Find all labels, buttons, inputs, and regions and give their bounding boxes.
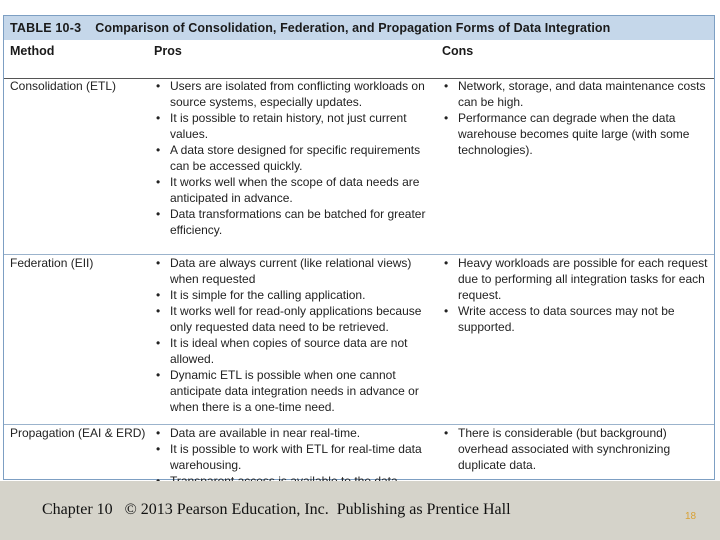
table-number: TABLE 10-3 bbox=[10, 21, 82, 35]
list-item: • Heavy workloads are possible for each request due to performing all integration tasks for each request. bbox=[444, 256, 708, 302]
bullet-icon: • bbox=[444, 426, 449, 440]
bullet-icon: • bbox=[156, 256, 161, 270]
bullet-icon: • bbox=[156, 175, 161, 189]
list-item: • Data are available in near real-time. bbox=[156, 426, 361, 440]
table-header-row bbox=[4, 40, 714, 79]
bullet-icon: • bbox=[444, 111, 449, 125]
list-item: • Data are always current (like relational views) when requested bbox=[156, 256, 412, 286]
bullet-icon: • bbox=[156, 288, 161, 302]
list-item: • Write access to data sources may not be supported. bbox=[444, 304, 675, 334]
pros-cell bbox=[156, 255, 426, 415]
list-item: • It is possible to retain history, not just current values. bbox=[156, 111, 407, 141]
method-cell: Federation (EII) bbox=[10, 256, 94, 270]
bullet-icon: • bbox=[156, 111, 161, 125]
footer-caption: Chapter 10 © 2013 Pearson Education, Inc. Publishing as Prentice Hall bbox=[42, 501, 511, 518]
table-row bbox=[4, 78, 714, 254]
bullet-icon: • bbox=[156, 304, 161, 318]
bullet-icon: • bbox=[156, 79, 161, 93]
list-item: • Users are isolated from conflicting workloads on source systems, especially updates. bbox=[156, 79, 425, 109]
method-cell: Propagation (EAI & ERD) bbox=[10, 426, 146, 440]
slide-footer bbox=[0, 481, 720, 540]
method-cell: Consolidation (ETL) bbox=[10, 79, 117, 93]
table-title-bar bbox=[4, 16, 714, 40]
table-row bbox=[4, 254, 714, 424]
list-item: • It works well for read-only applications because only requested data need to be retrieved. bbox=[156, 304, 422, 334]
list-item: • It works well when the scope of data needs are anticipated in advance. bbox=[156, 175, 420, 205]
cons-cell bbox=[444, 425, 714, 473]
list-item: • Network, storage, and data maintenance costs can be high. bbox=[444, 79, 706, 109]
page-number: 18 bbox=[685, 511, 697, 522]
list-item: • It is simple for the calling application. bbox=[156, 288, 366, 302]
bullet-icon: • bbox=[156, 426, 161, 440]
list-item: • It is ideal when copies of source data are not allowed. bbox=[156, 336, 408, 366]
cons-cell bbox=[444, 78, 714, 158]
bullet-icon: • bbox=[156, 143, 161, 157]
header-cons: Cons bbox=[442, 44, 474, 58]
bullet-icon: • bbox=[156, 207, 161, 221]
list-item: • It is possible to work with ETL for real-time data warehousing. bbox=[156, 442, 422, 472]
header-method: Method bbox=[10, 44, 55, 58]
list-item: • Dynamic ETL is possible when one cannot anticipate data integration needs in advance or when there is a one-time need. bbox=[156, 368, 419, 414]
cons-cell bbox=[444, 255, 714, 335]
comparison-table bbox=[3, 15, 715, 480]
list-item: • A data store designed for specific requirements can be accessed quickly. bbox=[156, 143, 421, 173]
bullet-icon: • bbox=[156, 368, 161, 382]
table-body bbox=[4, 78, 714, 494]
pros-cell bbox=[156, 78, 426, 238]
bullet-icon: • bbox=[444, 304, 449, 318]
bullet-icon: • bbox=[156, 336, 161, 350]
table-title: Comparison of Consolidation, Federation, and Propagation Forms of Data Integration bbox=[95, 21, 611, 35]
bullet-icon: • bbox=[444, 256, 449, 270]
bullet-icon: • bbox=[444, 79, 449, 93]
header-pros: Pros bbox=[154, 44, 182, 58]
list-item: • Data transformations can be batched for greater efficiency. bbox=[156, 207, 426, 237]
list-item: • Performance can degrade when the data warehouse becomes quite large (with some technologies). bbox=[444, 111, 690, 157]
list-item: • There is considerable (but background) overhead associated with synchronizing duplicate data. bbox=[444, 426, 671, 472]
bullet-icon: • bbox=[156, 442, 161, 456]
